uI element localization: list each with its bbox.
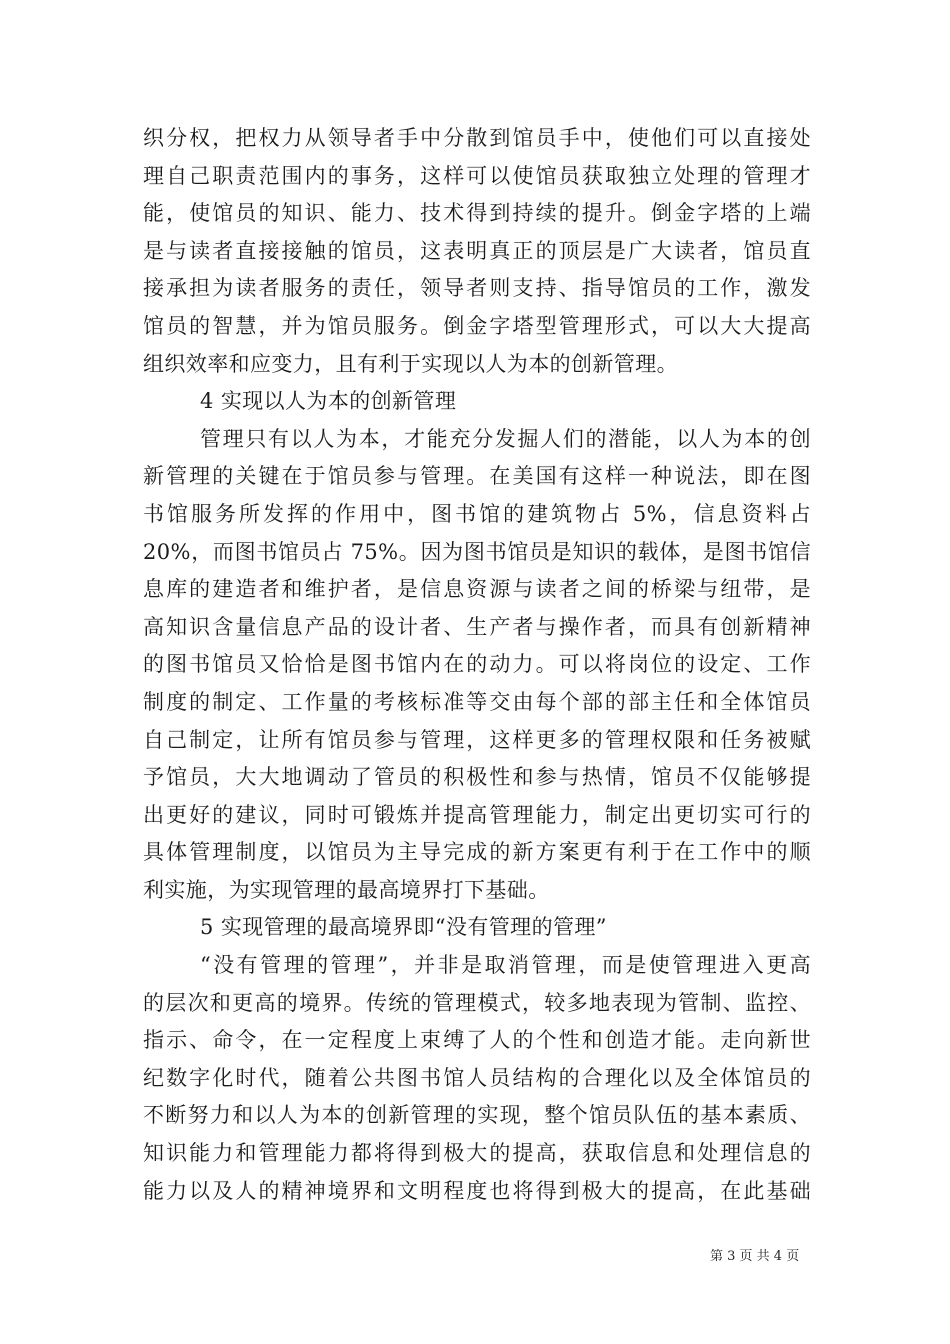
text-line: 纪数字化时代，随着公共图书馆人员结构的合理化以及全体馆员的	[143, 1065, 811, 1090]
text-line: 知识能力和管理能力都将得到极大的提高，获取信息和处理信息的	[143, 1141, 811, 1166]
text-line: 组织效率和应变力，且有利于实现以人为本的创新管理。	[143, 351, 678, 376]
text-line: 织分权，把权力从领导者手中分散到馆员手中，使他们可以直接处	[143, 126, 811, 150]
text-line: 新管理的关键在于馆员参与管理。在美国有这样一种说法，即在图	[143, 464, 811, 489]
text-line: 馆员的智慧，并为馆员服务。倒金字塔型管理形式，可以大大提高	[143, 313, 811, 338]
page-number: 第 3 页 共 4 页	[710, 1249, 800, 1264]
text-line: 高知识含量信息产品的设计者、生产者与操作者，而具有创新精神	[143, 614, 811, 639]
text-line: 不断努力和以人为本的创新管理的实现，整个馆员队伍的基本素质、	[143, 1103, 811, 1128]
text-line: 理自己职责范围内的事务，这样可以使馆员获取独立处理的管理才	[143, 163, 811, 188]
text-line: 指示、命令，在一定程度上束缚了人的个性和创造才能。走向新世	[143, 1028, 811, 1053]
text-line: 20%，而图书馆员占 75%。因为图书馆员是知识的载体，是图书馆信	[143, 539, 811, 564]
text-line: “没有管理的管理”，并非是取消管理，而是使管理进入更高	[200, 953, 811, 978]
text-line: 管理只有以人为本，才能充分发掘人们的潜能，以人为本的创	[200, 426, 811, 451]
text-line: 息库的建造者和维护者，是信息资源与读者之间的桥梁与纽带，是	[143, 577, 811, 602]
document-body	[143, 120, 811, 1210]
text-line: 利实施，为实现管理的最高境界打下基础。	[143, 877, 550, 902]
text-line: 4 实现以人为本的创新管理	[200, 389, 457, 414]
text-line: 予馆员，大大地调动了管员的积极性和参与热情，馆员不仅能够提	[143, 765, 811, 790]
text-line: 是与读者直接接触的馆员，这表明真正的顶层是广大读者，馆员直	[143, 238, 811, 263]
text-line: 的图书馆员又恰恰是图书馆内在的动力。可以将岗位的设定、工作	[143, 652, 811, 677]
text-line: 接承担为读者服务的责任，领导者则支持、指导馆员的工作，激发	[143, 276, 811, 301]
text-line: 5 实现管理的最高境界即“没有管理的管理”	[200, 915, 607, 940]
text-line: 制度的制定、工作量的考核标准等交由每个部的部主任和全体馆员	[143, 689, 811, 714]
text-line: 书馆服务所发挥的作用中，图书馆的建筑物占 5%，信息资料占	[143, 501, 811, 526]
text-line: 的层次和更高的境界。传统的管理模式，较多地表现为管制、监控、	[143, 990, 811, 1015]
text-line: 能，使馆员的知识、能力、技术得到持续的提升。倒金字塔的上端	[143, 201, 811, 226]
text-line: 自己制定，让所有馆员参与管理，这样更多的管理权限和任务被赋	[143, 727, 811, 752]
text-line: 出更好的建议，同时可锻炼并提高管理能力，制定出更切实可行的	[143, 802, 811, 827]
text-line: 能力以及人的精神境界和文明程度也将得到极大的提高，在此基础	[143, 1178, 811, 1203]
text-line: 具体管理制度，以馆员为主导完成的新方案更有利于在工作中的顺	[143, 840, 811, 865]
